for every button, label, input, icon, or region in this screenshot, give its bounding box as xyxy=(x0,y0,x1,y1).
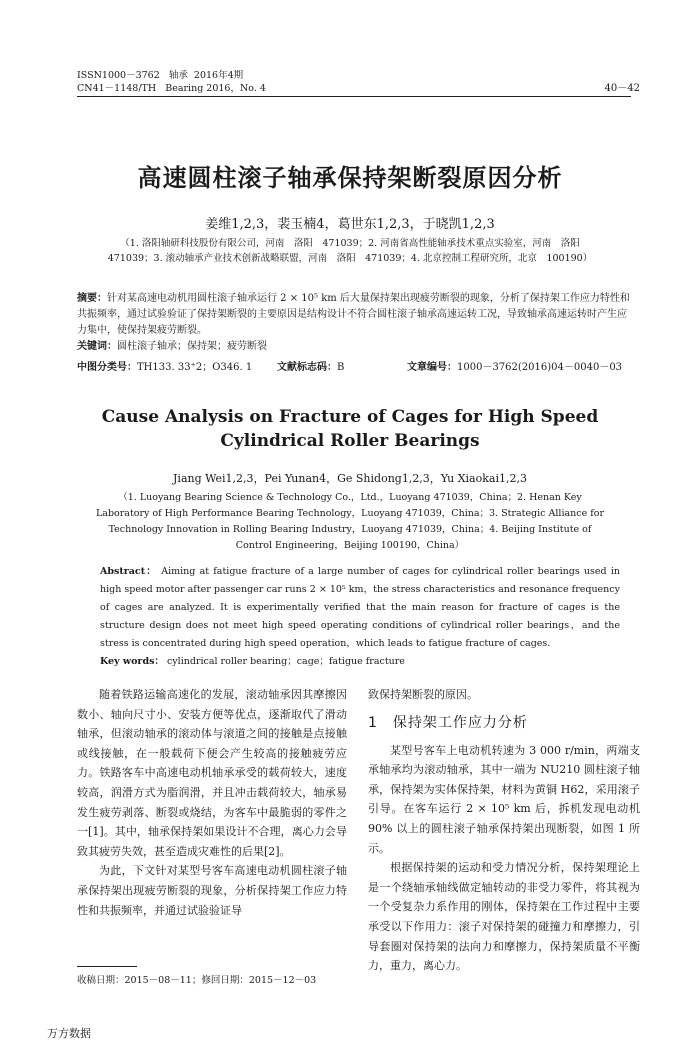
issn: ISSN1000－3762 xyxy=(77,70,160,81)
body-paragraph: 致保持架断裂的原因。 xyxy=(368,688,478,701)
doc-code-value: B xyxy=(337,362,345,373)
abstract-en-text: Aiming at fatigue fracture of a large number of cages for cylindrical roller bearings used in high speed motor after passenger car runs 2 × 10⁵ km，the stress characteristics and resonance frequency of cages are analyzed. It is experimentally verified that the main reason for fracture of cages is the structure design does not meet high speed operating conditions of cylindrical roller bearings，and the stress is concentrated during high speed operation，which leads to fatigue fracture of cages. xyxy=(100,566,620,649)
abstract-cn-label: 摘要： xyxy=(77,293,107,304)
authors-cn: 姜维1,2,3，裴玉楠4，葛世东1,2,3，于晓凯1,2,3 xyxy=(205,217,495,232)
keywords-en-label: Key words： xyxy=(100,656,164,667)
doc-code-label: 文献标志码： xyxy=(277,362,337,373)
article-no-label: 文章编号： xyxy=(407,362,457,373)
classification-row xyxy=(77,358,631,373)
body-column-left xyxy=(77,685,347,920)
abstract-cn-block xyxy=(77,291,631,355)
authors-en: Jiang Wei1,2,3，Pei Yunan4，Ge Shidong1,2,3，Yu Xiaokai1,2,3 xyxy=(173,472,527,485)
cn-number: CN41－1148/TH xyxy=(77,83,157,94)
header-divider xyxy=(77,96,631,97)
body-column-right xyxy=(368,685,640,976)
body-paragraph: 某型号客车上电动机转速为 3 000 r/min，两端支承轴承均为滚动轴承，其中一端为 NU210 圆柱滚子轴承，保持架为实体保持架，材料为黄铜 H62，采用滚子引导。在客车运行 2 × 10⁵ km 后，拆机发现电动机 90% 以上的圆柱滚子轴承保持架出现断裂，如图 1 所示。 xyxy=(368,743,640,855)
issue-cn: 2016年4期 xyxy=(193,70,244,81)
journal-name-en: Bearing 2016，No. 4 xyxy=(165,83,266,94)
keywords-cn-text: 圆柱滚子轴承；保持架；疲劳断裂 xyxy=(117,341,267,352)
clc-label: 中图分类号： xyxy=(77,362,137,373)
abstract-en-label: Abstract： xyxy=(100,566,157,577)
article-no-value: 1000－3762(2016)04－0040－03 xyxy=(457,362,623,373)
affiliations-cn: （1. 洛阳轴研科技股份有限公司，河南 洛阳 471039；2. 河南省高性能轴承技术重点实验室，河南 洛阳 471039；3. 滚动轴承产业技术创新战略联盟，河南 洛阳 471039；4. 北京控制工程研究所，北京 100190） xyxy=(107,238,593,264)
abstract-en-block xyxy=(100,563,620,671)
footnote-dates: 收稿日期：2015－08－11；修回日期：2015－12－03 xyxy=(77,975,317,986)
affiliations-en: （1. Luoyang Bearing Science & Technology Co.，Ltd.，Luoyang 471039，China；2. Henan Key Laboratory of High Performance Bearing Technology，Luoyang 471039，China；3. Strategic Alliance for Technology Innovation in Rolling Bearing Industry，Luoyang 471039，China；4. Beijing Institute of Control Engineering，Beijing 100190，China） xyxy=(95,492,605,551)
clc-value: TH133. 33⁺2；O346. 1 xyxy=(137,362,253,373)
footnote-divider xyxy=(77,966,137,967)
page-range: 40－42 xyxy=(604,83,640,94)
title-en: Cause Analysis on Fracture of Cages for High Speed Cylindrical Roller Bearings xyxy=(101,407,599,451)
journal-header xyxy=(77,69,266,95)
watermark: 万方数据 xyxy=(47,1027,91,1040)
body-paragraph: 根据保持架的运动和受力情况分析，保持架理论上是一个绕轴承轴线做定轴转动的非受力零件，将其视为一个受复杂力系作用的刚体，保持架在工作过程中主要承受以下作用力：滚子对保持架的碰撞力和摩擦力，引导套圈对保持架的法向力和摩擦力，保持架质量不平衡力，重力，离心力。 xyxy=(368,861,640,973)
abstract-cn-text: 针对某高速电动机用圆柱滚子轴承运行 2 × 10⁵ km 后大量保持架出现疲劳断裂的现象，分析了保持架工作应力特性和共振频率，通过试验验证了保持架断裂的主要原因是结构设计不符合圆柱滚子轴承高速运转工况，导致轴承高速运转时产生应力集中，使保持架疲劳断裂。 xyxy=(77,293,630,336)
section-heading: 1 保持架工作应力分析 xyxy=(368,714,528,731)
abstract-en xyxy=(100,563,620,653)
title-cn: 高速圆柱滚子轴承保持架断裂原因分析 xyxy=(137,163,563,192)
journal-name-cn: 轴承 xyxy=(168,70,188,81)
abstract-cn xyxy=(77,291,631,339)
keywords-en xyxy=(100,653,620,671)
body-paragraph: 随着铁路运输高速化的发展，滚动轴承因其摩擦因数小、轴向尺寸小、安装方便等优点，逐渐取代了滑动轴承，但滚动轴承的滚动体与滚道之间的接触是点接触或线接触，在一般载荷下便会产生较高的接触疲劳应力。铁路客车中高速电动机轴承承受的载荷较大，速度较高，润滑方式为脂润滑，并且冲击载荷较大，轴承易发生疲劳剥落、断裂或烧结，为客车中最脆弱的零件之一[1]。其中，轴承保持架如果设计不合理，离心力会导致其疲劳失效，甚至造成灾难性的后果[2]。 xyxy=(77,688,347,858)
keywords-cn xyxy=(77,339,631,355)
keywords-cn-label: 关键词： xyxy=(77,341,117,352)
body-paragraph: 为此，下文针对某型号客车高速电动机圆柱滚子轴承保持架出现疲劳断裂的现象，分析保持架工作应力特性和共振频率，并通过试验验证导 xyxy=(77,864,347,917)
keywords-en-text: cylindrical roller bearing；cage；fatigue fracture xyxy=(166,656,405,667)
